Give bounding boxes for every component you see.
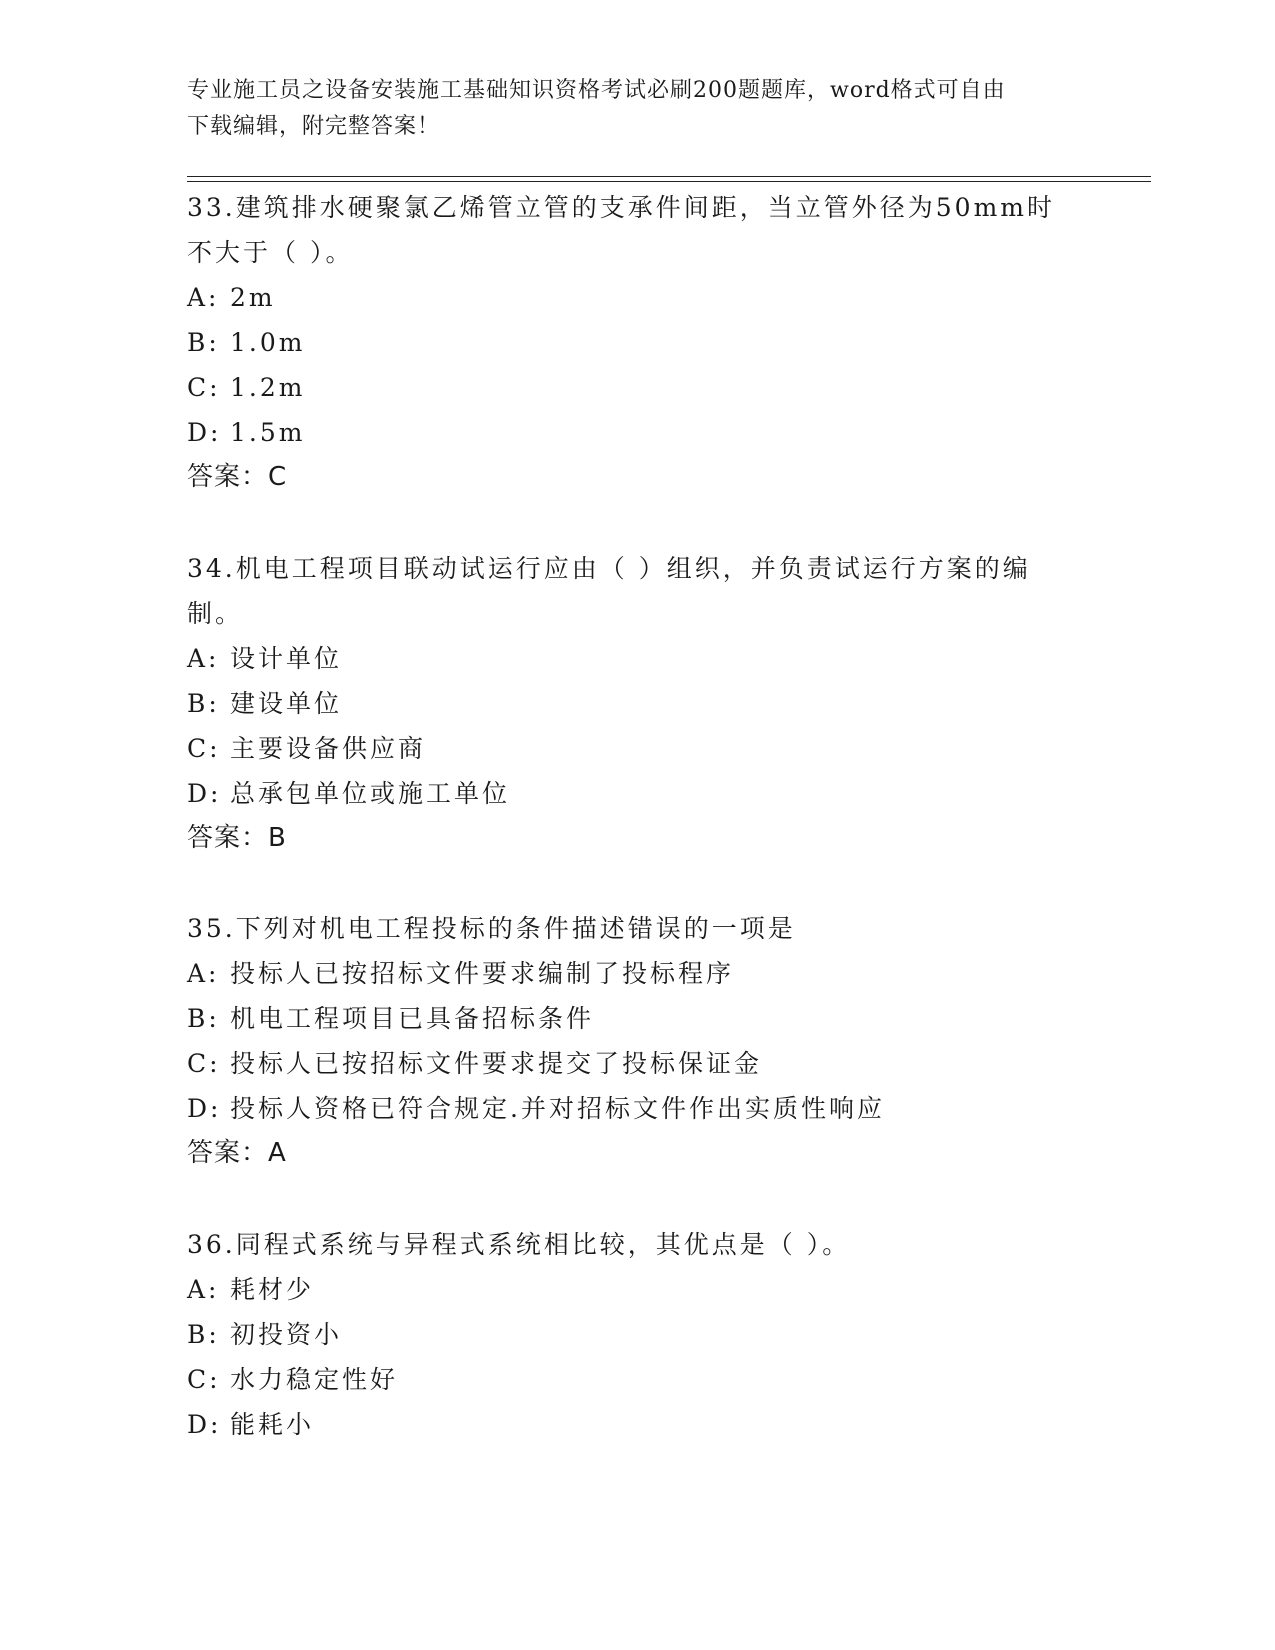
question-stem-line: 35.下列对机电工程投标的条件描述错误的一项是 bbox=[187, 914, 796, 943]
option-text: 主要设备供应商 bbox=[230, 734, 427, 763]
option-c bbox=[187, 726, 1087, 771]
header-divider-top bbox=[187, 176, 1151, 177]
option-c bbox=[187, 1041, 1087, 1086]
option-key: D: bbox=[187, 779, 222, 808]
option-b bbox=[187, 320, 1087, 365]
option-key: B: bbox=[187, 1004, 220, 1033]
question-stem-line: 34.机电工程项目联动试运行应由（ ）组织，并负责试运行方案的编 bbox=[187, 554, 1031, 583]
option-a bbox=[187, 636, 1087, 681]
question-stem-line: 制。 bbox=[187, 599, 244, 628]
option-d bbox=[187, 1086, 1087, 1131]
option-b bbox=[187, 681, 1087, 726]
answer-line: 答案：A bbox=[187, 1138, 287, 1168]
option-a bbox=[187, 275, 1087, 320]
option-a bbox=[187, 951, 1087, 996]
option-text: 设计单位 bbox=[230, 644, 343, 673]
option-key: B: bbox=[187, 328, 220, 357]
option-key: C: bbox=[187, 1365, 221, 1394]
answer-line: 答案：C bbox=[187, 462, 288, 492]
option-text: 投标人资格已符合规定.并对招标文件作出实质性响应 bbox=[230, 1094, 885, 1123]
option-text: 耗材少 bbox=[230, 1275, 315, 1304]
option-text: 建设单位 bbox=[230, 689, 343, 718]
option-d bbox=[187, 771, 1087, 816]
option-key: A: bbox=[187, 959, 220, 988]
header-line-2: 下载编辑，附完整答案！ bbox=[187, 114, 441, 139]
header-divider-bottom bbox=[187, 181, 1151, 182]
document-header bbox=[187, 73, 1067, 145]
option-c bbox=[187, 365, 1087, 410]
option-key: A: bbox=[187, 644, 220, 673]
question-block bbox=[187, 906, 1087, 1176]
option-text: 1.5m bbox=[230, 418, 306, 447]
option-key: C: bbox=[187, 734, 221, 763]
option-text: 投标人已按招标文件要求提交了投标保证金 bbox=[230, 1049, 763, 1078]
option-key: A: bbox=[187, 283, 220, 312]
question-stem-line: 36.同程式系统与异程式系统相比较，其优点是（ ）。 bbox=[187, 1230, 851, 1259]
question-stem-line: 不大于（ ）。 bbox=[187, 238, 354, 267]
option-key: D: bbox=[187, 1094, 222, 1123]
option-key: B: bbox=[187, 1320, 220, 1349]
option-b bbox=[187, 996, 1087, 1041]
option-text: 能耗小 bbox=[230, 1410, 315, 1439]
option-text: 水力稳定性好 bbox=[230, 1365, 399, 1394]
option-text: 1.0m bbox=[230, 328, 306, 357]
option-text: 机电工程项目已具备招标条件 bbox=[230, 1004, 595, 1033]
option-key: C: bbox=[187, 1049, 221, 1078]
option-text: 总承包单位或施工单位 bbox=[230, 779, 511, 808]
option-text: 2m bbox=[230, 283, 276, 312]
option-d bbox=[187, 410, 1087, 455]
question-block bbox=[187, 185, 1087, 500]
option-key: C: bbox=[187, 373, 221, 402]
answer-line: 答案：B bbox=[187, 823, 287, 853]
header-line-1: 专业施工员之设备安装施工基础知识资格考试必刷200题题库，word格式可自由 bbox=[187, 78, 1006, 103]
question-block bbox=[187, 1222, 1087, 1447]
option-text: 1.2m bbox=[230, 373, 306, 402]
option-text: 投标人已按招标文件要求编制了投标程序 bbox=[230, 959, 735, 988]
option-key: D: bbox=[187, 418, 222, 447]
option-key: D: bbox=[187, 1410, 222, 1439]
option-a bbox=[187, 1267, 1087, 1312]
option-c bbox=[187, 1357, 1087, 1402]
question-block bbox=[187, 546, 1087, 861]
option-d bbox=[187, 1402, 1087, 1447]
option-key: B: bbox=[187, 689, 220, 718]
option-text: 初投资小 bbox=[230, 1320, 343, 1349]
option-key: A: bbox=[187, 1275, 220, 1304]
option-b bbox=[187, 1312, 1087, 1357]
question-stem-line: 33.建筑排水硬聚氯乙烯管立管的支承件间距，当立管外径为50mm时 bbox=[187, 193, 1055, 222]
